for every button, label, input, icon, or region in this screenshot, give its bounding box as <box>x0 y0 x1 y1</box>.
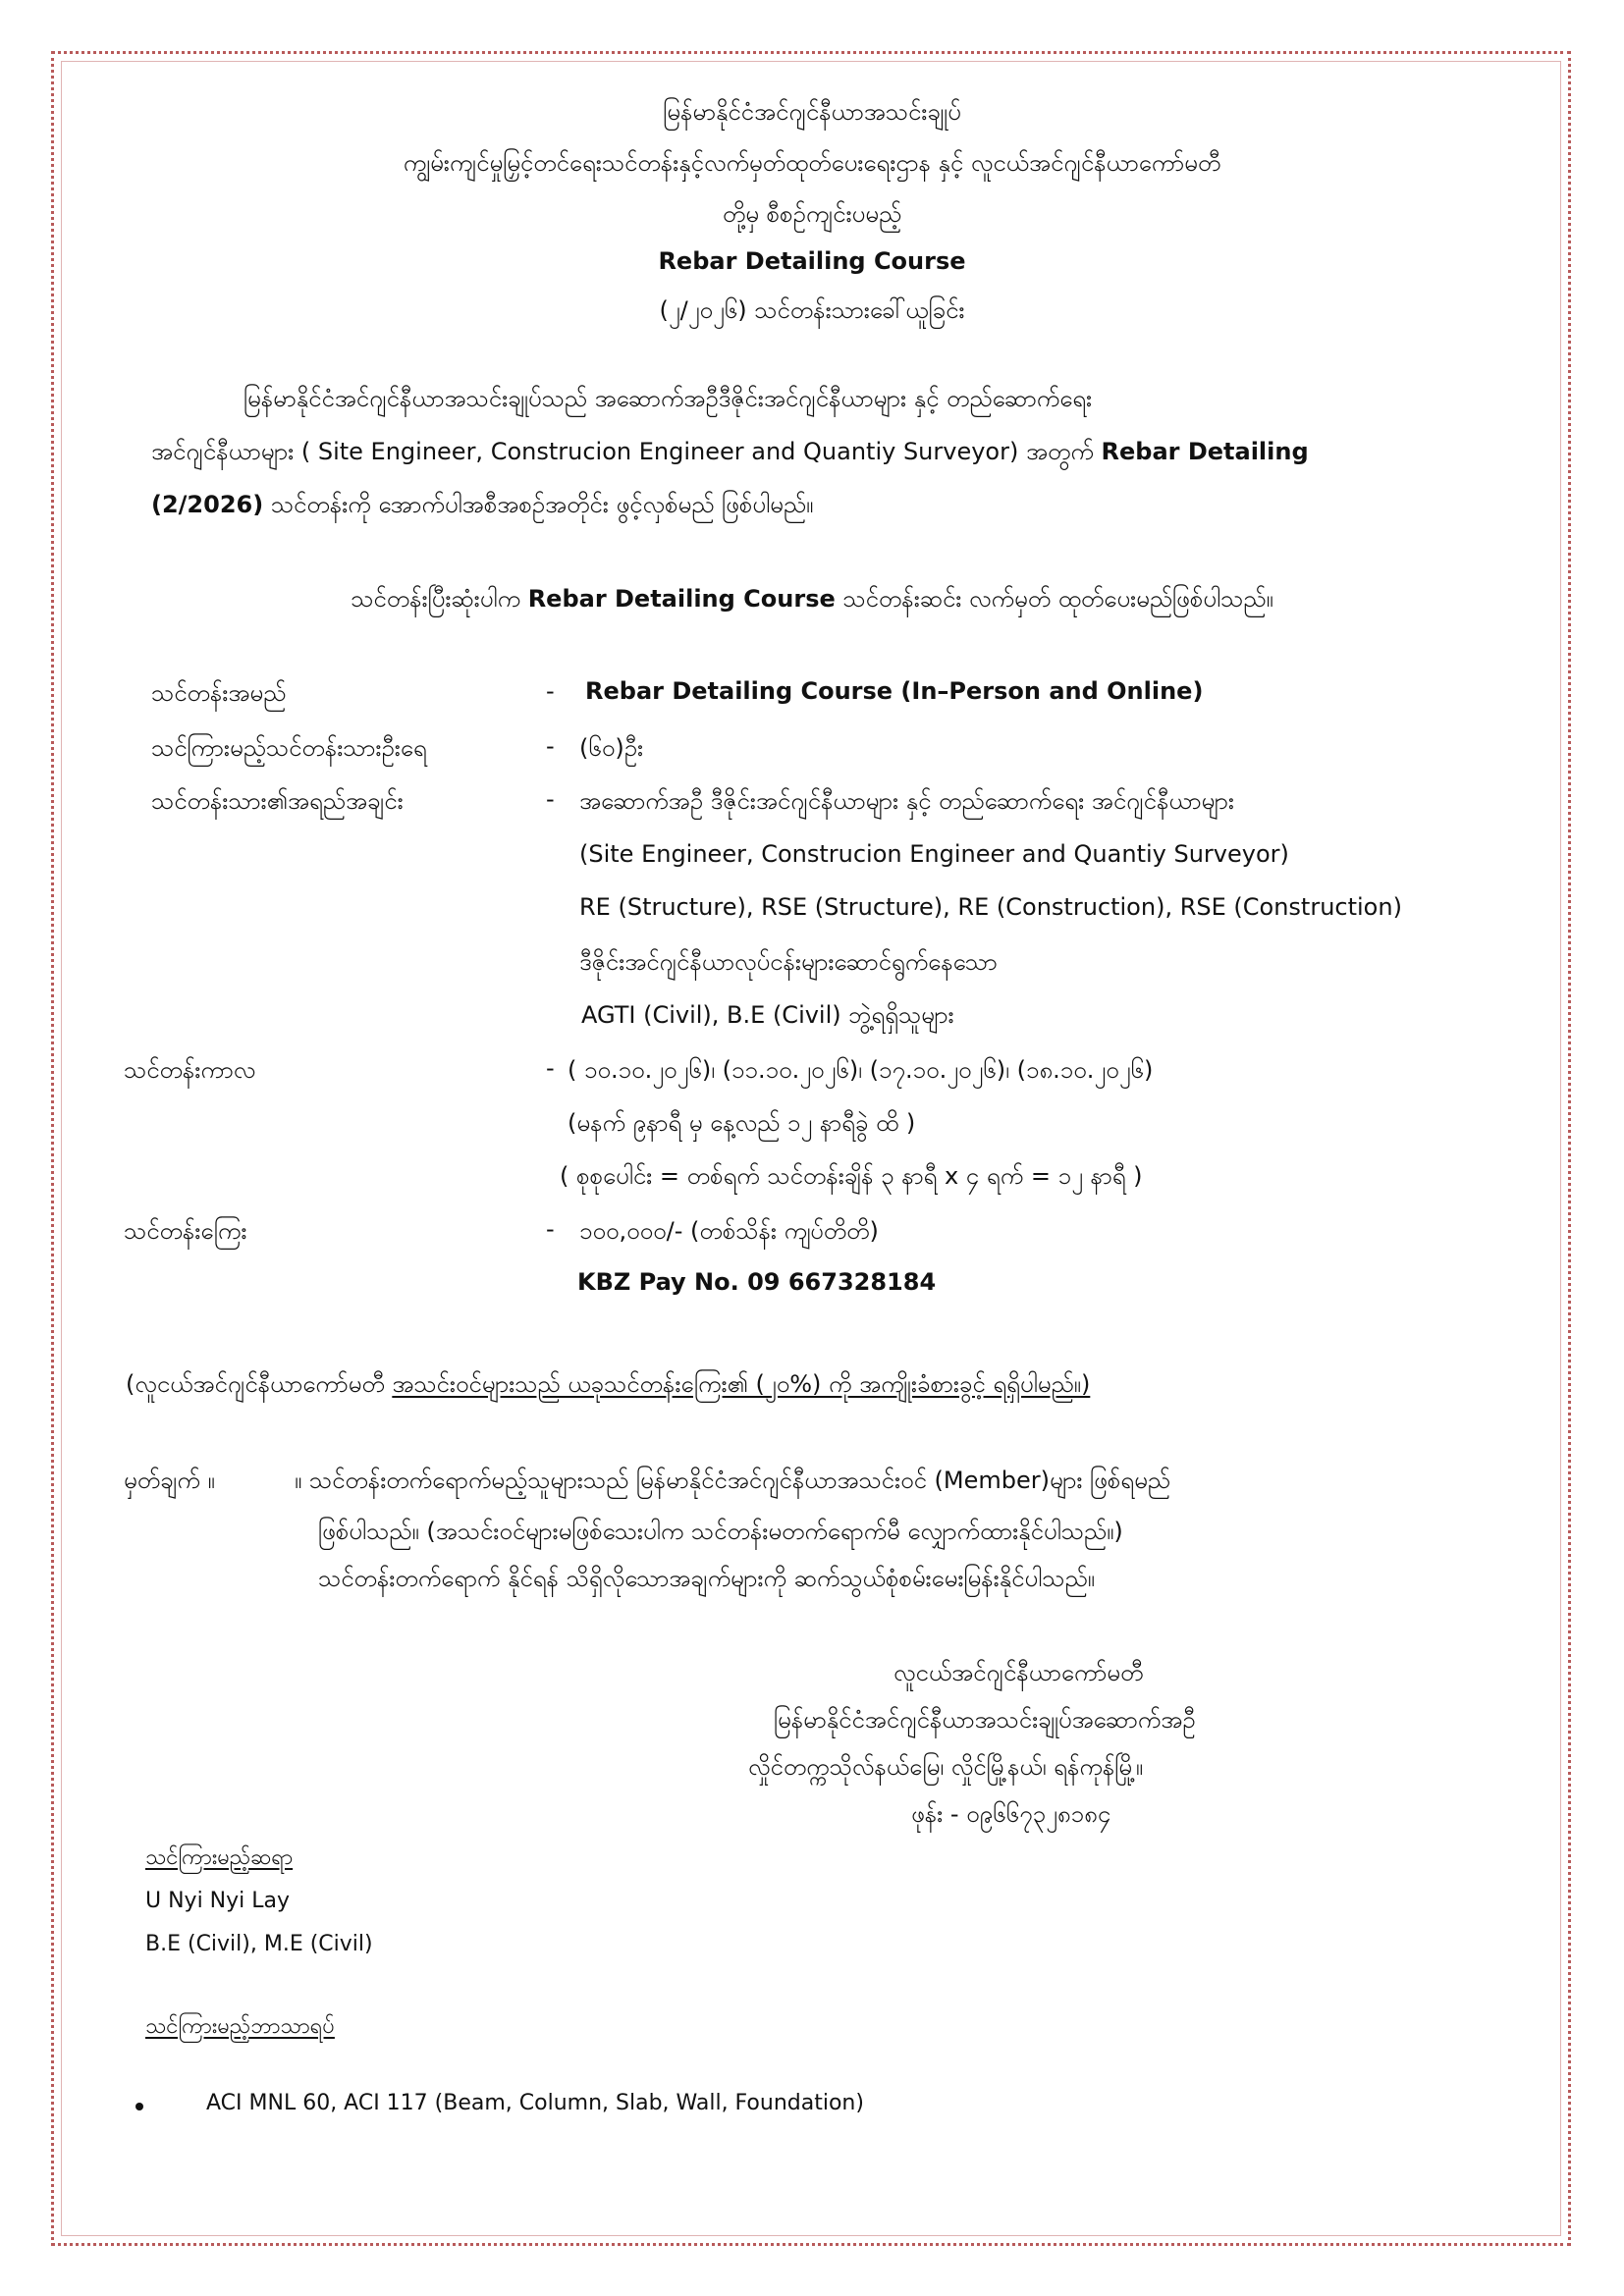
header-line-2: ကျွမ်းကျင်မှုမြှင့်တင်ရေးသင်တန်းနှင့်လက်မှတ်ထုတ်ပေးရေးဌာန နှင့် လူငယ်အင်ဂျင်နီယာကော်မတီ <box>403 149 1221 177</box>
dash: - <box>546 732 555 760</box>
note-line-1: ။ သင်တန်းတက်ရောက်မည့်သူများသည် မြန်မာနိုင်ငံအင်ဂျင်နီယာအသင်းဝင် (Member)များ ဖြစ်ရမည် <box>295 1467 1170 1494</box>
intro-line-1: မြန်မာနိုင်ငံအင်ဂျင်နီယာအသင်းချုပ်သည် အဆောက်အဦဒီဇိုင်းအင်ဂျင်နီယာများ နှင့် တည်ဆောက်ရေး <box>244 385 1093 412</box>
discount-text-a: (လူငယ်အင်ဂျင်နီယာကော်မတီ <box>126 1370 393 1398</box>
period-hours: (မနက် ၉နာရီ မှ နေ့လည် ၁၂ နာရီခွဲ ထိ ) <box>568 1109 916 1137</box>
dash: - <box>546 785 555 813</box>
signature-line-1: လူငယ်အင်ဂျင်နီယာကော်မတီ <box>893 1659 1144 1686</box>
dash: - <box>546 677 555 705</box>
period-label: သင်တန်းကာလ <box>124 1056 256 1084</box>
fee-label: သင်တန်းကြေး <box>124 1217 247 1245</box>
signature-line-3: လှိုင်တက္ကသိုလ်နယ်မြေ၊ လှိုင်မြို့နယ်၊ ရန်ကုန်မြို့။ <box>748 1753 1143 1781</box>
certificate-course-bold: Rebar Detailing Course <box>527 585 836 613</box>
qualification-degrees: AGTI (Civil), B.E (Civil) <box>581 1001 841 1029</box>
intro-batch-bold: (2/2026) <box>151 491 264 518</box>
certificate-text-c: သင်တန်းဆင်း လက်မှတ် ထုတ်ပေးမည်ဖြစ်ပါသည်။ <box>835 585 1273 613</box>
instructor-heading: သင်ကြားမည့်ဆရာ <box>145 1845 294 1870</box>
dash: - <box>546 1215 555 1243</box>
note-line-2: ဖြစ်ပါသည်။ (အသင်းဝင်များမဖြစ်သေးပါက သင်တန်းမတက်ရောက်မီ လျှောက်ထားနိုင်ပါသည်။) <box>318 1518 1123 1545</box>
qualification-value-1: အဆောက်အဦ ဒီဇိုင်းအင်ဂျင်နီယာများ နှင့် တည်ဆောက်ရေး အင်ဂျင်နီယာများ <box>579 787 1235 815</box>
dash: - <box>546 1054 555 1082</box>
qualification-value-4: ဒီဇိုင်းအင်ဂျင်နီယာလုပ်ငန်းများဆောင်ရွက်နေသော <box>579 948 998 976</box>
qualification-label: သင်တန်းသား၏အရည်အချင်း <box>151 787 404 815</box>
qualification-value-5 <box>581 999 954 1035</box>
header-line-3: တို့မှ စီစဉ်ကျင်းပမည့် <box>722 200 902 228</box>
discount-text-underlined: အသင်းဝင်များသည် ယခုသင်တန်းကြေး၏ (၂၀%) ကို အကျိုးခံစားခွင့် ရရှိပါမည်။) <box>392 1370 1091 1398</box>
signature-phone: ဖုန်း - ၀၉၆၆၇၃၂၈၁၈၄ <box>911 1800 1111 1828</box>
intro-line-2-text: အင်ဂျင်နီယာများ ( Site Engineer, Construcion Engineer and Quantiy Surveyor) အတွက် <box>151 438 1094 465</box>
student-count-value: (၆၀)ဦး <box>579 734 644 762</box>
course-name-value: Rebar Detailing Course (In–Person and Online) <box>585 677 1204 705</box>
intro-line-3-text: သင်တန်းကို အောက်ပါအစီအစဉ်အတိုင်း ဖွင့်လှစ်မည် ဖြစ်ပါမည်။ <box>263 491 814 518</box>
qualification-value-2: (Site Engineer, Construcion Engineer and Quantiy Surveyor) <box>579 840 1289 868</box>
certificate-line <box>0 585 1624 614</box>
fee-value: ၁၀၀,၀၀၀/- (တစ်သိန်း ကျပ်တိတိ) <box>579 1217 879 1245</box>
note-label: မှတ်ချက် ။ <box>124 1467 215 1494</box>
course-name-label: သင်တန်းအမည် <box>151 679 287 707</box>
subject-item: ACI MNL 60, ACI 117 (Beam, Column, Slab, Wall, Foundation) <box>206 2091 864 2115</box>
intro-line-2 <box>151 438 1309 466</box>
header-line-1: မြန်မာနိုင်ငံအင်ဂျင်နီယာအသင်းချုပ် <box>663 98 961 126</box>
kbz-pay-number: KBZ Pay No. 09 667328184 <box>577 1268 937 1296</box>
certificate-text-a: သင်တန်းပြီးဆုံးပါက <box>351 585 528 613</box>
period-total: ( စုစုပေါင်း = တစ်ရက် သင်တန်းချိန် ၃ နာရီ x ၄ ရက် = ၁၂ နာရီ ) <box>560 1162 1143 1190</box>
subjects-heading: သင်ကြားမည့်ဘာသာရပ် <box>145 2014 335 2039</box>
intro-line-3 <box>151 491 813 519</box>
signature-line-2: မြန်မာနိုင်ငံအင်ဂျင်နီယာအသင်းချုပ်အဆောက်အဦ <box>774 1706 1196 1734</box>
course-title: Rebar Detailing Course <box>658 247 966 275</box>
instructor-qualification: B.E (Civil), M.E (Civil) <box>145 1932 373 1956</box>
discount-line <box>126 1370 1090 1399</box>
qualification-value-3: RE (Structure), RSE (Structure), RE (Construction), RSE (Construction) <box>579 893 1402 921</box>
period-dates: ( ၁၀.၁၀.၂၀၂၆)၊ (၁၁.၁၀.၂၀၂၆)၊ (၁၇.၁၀.၂၀၂၆)၊ (၁၈.၁၀.၂၀၂၆) <box>568 1056 1154 1084</box>
bullet-icon <box>135 2103 143 2110</box>
note-line-3: သင်တန်းတက်ရောက် နိုင်ရန် သိရှိလိုသောအချက်များကို ဆက်သွယ်စုံစမ်းမေးမြန်းနိုင်ပါသည်။ <box>318 1565 1095 1592</box>
header-line-5: (၂/၂၀၂၆) သင်တန်းသားခေါ်ယူခြင်း <box>659 296 965 324</box>
intro-rebar-bold: Rebar Detailing <box>1101 438 1309 465</box>
instructor-name: U Nyi Nyi Lay <box>145 1889 291 1913</box>
student-count-label: သင်ကြားမည့်သင်တန်းသားဦးရေ <box>151 734 427 762</box>
qualification-degrees-suffix: ဘွဲ့ရရှိသူများ <box>840 1001 954 1029</box>
